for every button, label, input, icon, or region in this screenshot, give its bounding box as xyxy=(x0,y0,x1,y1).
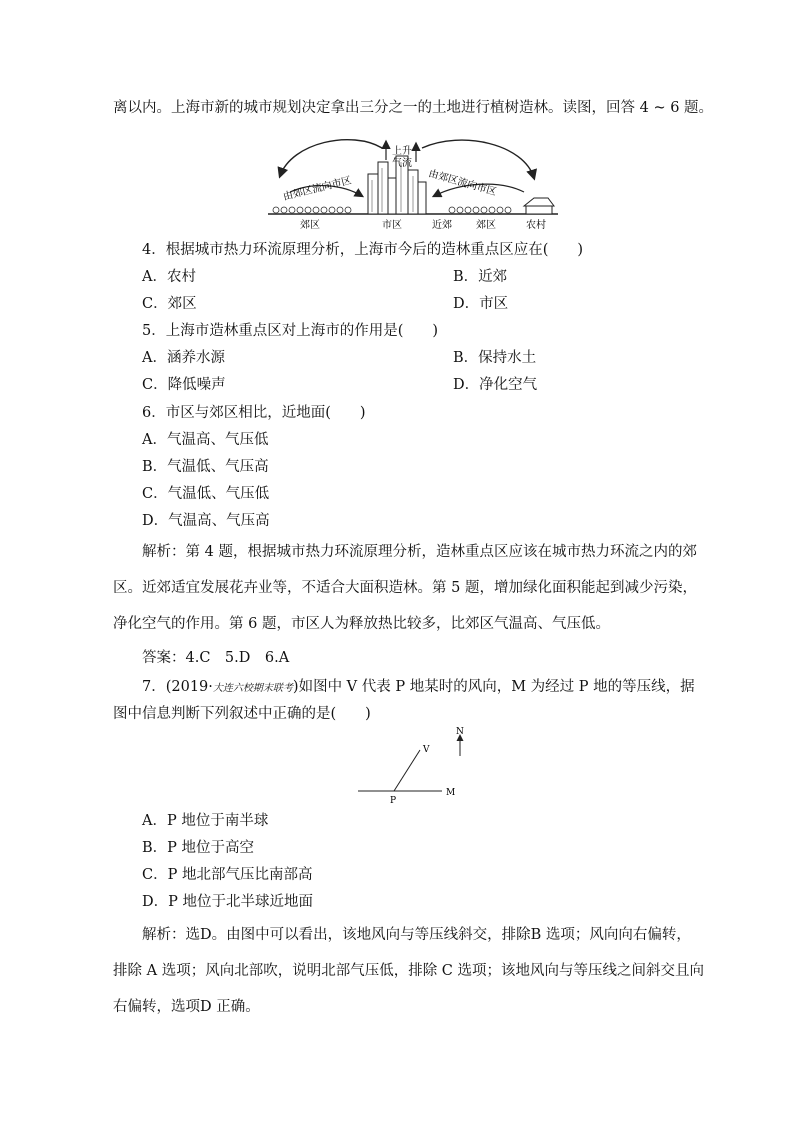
q6-option-c: C．气温低、气压低 xyxy=(142,486,270,502)
ground-label-city: 市区 xyxy=(382,220,402,231)
ground-label-suburb-right: 郊区 xyxy=(476,220,496,231)
label-n: N xyxy=(456,727,464,737)
q6-option-d: D．气温高、气压高 xyxy=(142,513,270,529)
analysis1-line-1: 解析：第 4 题，根据城市热力环流原理分析，造林重点区应该在城市热力环流之内的郊 xyxy=(142,544,697,560)
rise-label-1: 上升 xyxy=(392,146,412,157)
q5-option-c: C．降低噪声 xyxy=(142,377,226,393)
q7-option-b: B．P 地位于高空 xyxy=(142,840,255,856)
q7-stem-rest: )如图中 V 代表 P 地某时的风向，M 为经过 P 地的等压线，据 xyxy=(292,679,695,695)
q7-prefix: 7．(2019· xyxy=(142,679,213,695)
trees-right xyxy=(449,207,511,213)
q6-stem: 6．市区与郊区相比，近地面( ) xyxy=(142,405,366,421)
q4-option-a: A．农村 xyxy=(142,269,196,285)
q7-stem-line-1 xyxy=(142,677,695,699)
analysis1-line-3: 净化空气的作用。第 6 题，市区人为释放热比较多，比郊区气温高、气压低。 xyxy=(113,616,610,632)
analysis2-line-3: 右偏转，选项D 正确。 xyxy=(113,999,260,1015)
analysis2-line-2: 排除 A 选项；风向北部吹，说明北部气压低，排除 C 选项；该地风向与等压线之间斜交且向 xyxy=(113,963,704,979)
ground-label-suburb-left: 郊区 xyxy=(300,220,320,231)
q5-stem: 5．上海市造林重点区对上海市的作用是( ) xyxy=(142,323,439,339)
left-flow-label: 由郊区流向市区 xyxy=(282,175,353,203)
q7-option-c: C．P 地北部气压比南部高 xyxy=(142,867,313,883)
q4-option-d: D．市区 xyxy=(453,296,509,312)
q6-option-b: B．气温低、气压高 xyxy=(142,459,269,475)
q7-option-a: A．P 地位于南半球 xyxy=(142,813,269,829)
label-m: M xyxy=(446,788,456,798)
farmhouse-icon xyxy=(524,198,554,214)
q7-source: 大连六校期末联考 xyxy=(212,683,293,694)
trees-left xyxy=(273,207,351,213)
q5-option-d: D．净化空气 xyxy=(453,377,538,393)
wind-vector-v xyxy=(394,750,420,791)
urban-circulation-diagram xyxy=(262,134,562,234)
right-flow-label: 由郊区流向市区 xyxy=(427,168,498,199)
q4-option-c: C．郊区 xyxy=(142,296,197,312)
ground-label-near-suburb: 近郊 xyxy=(432,220,452,231)
answer1: 答案：4.C 5.D 6.A xyxy=(142,650,290,666)
q5-option-b: B．保持水土 xyxy=(453,350,537,366)
q4-option-b: B．近郊 xyxy=(453,269,508,285)
q5-option-a: A．涵养水源 xyxy=(142,350,225,366)
label-p: P xyxy=(390,796,397,806)
q7-option-d: D．P 地位于北半球近地面 xyxy=(142,894,313,910)
rise-label-2: 气流 xyxy=(392,158,412,169)
analysis1-line-2: 区。近郊适宜发展花卉业等，不适合大面积造林。第 5 题，增加绿化面积能起到减少污染， xyxy=(113,580,697,596)
analysis2-line-1: 解析：选D。由图中可以看出，该地风向与等压线斜交，排除B 选项；风向向右偏转， xyxy=(142,927,691,943)
intro-text: 离以内。上海市新的城市规划决定拿出三分之一的土地进行植树造林。读图，回答 4 ~ 6 题。 xyxy=(113,100,714,116)
label-v: V xyxy=(423,745,430,755)
left-circulation-arrow xyxy=(280,140,382,176)
q6-option-a: A．气温高、气压低 xyxy=(142,432,269,448)
q7-stem-line-2: 图中信息判断下列叙述中正确的是( ) xyxy=(113,706,371,722)
q4-stem: 4．根据城市热力环流原理分析，上海市今后的造林重点区应在( ) xyxy=(142,242,584,258)
ground-label-village: 农村 xyxy=(526,220,546,231)
wind-direction-diagram xyxy=(352,724,472,808)
